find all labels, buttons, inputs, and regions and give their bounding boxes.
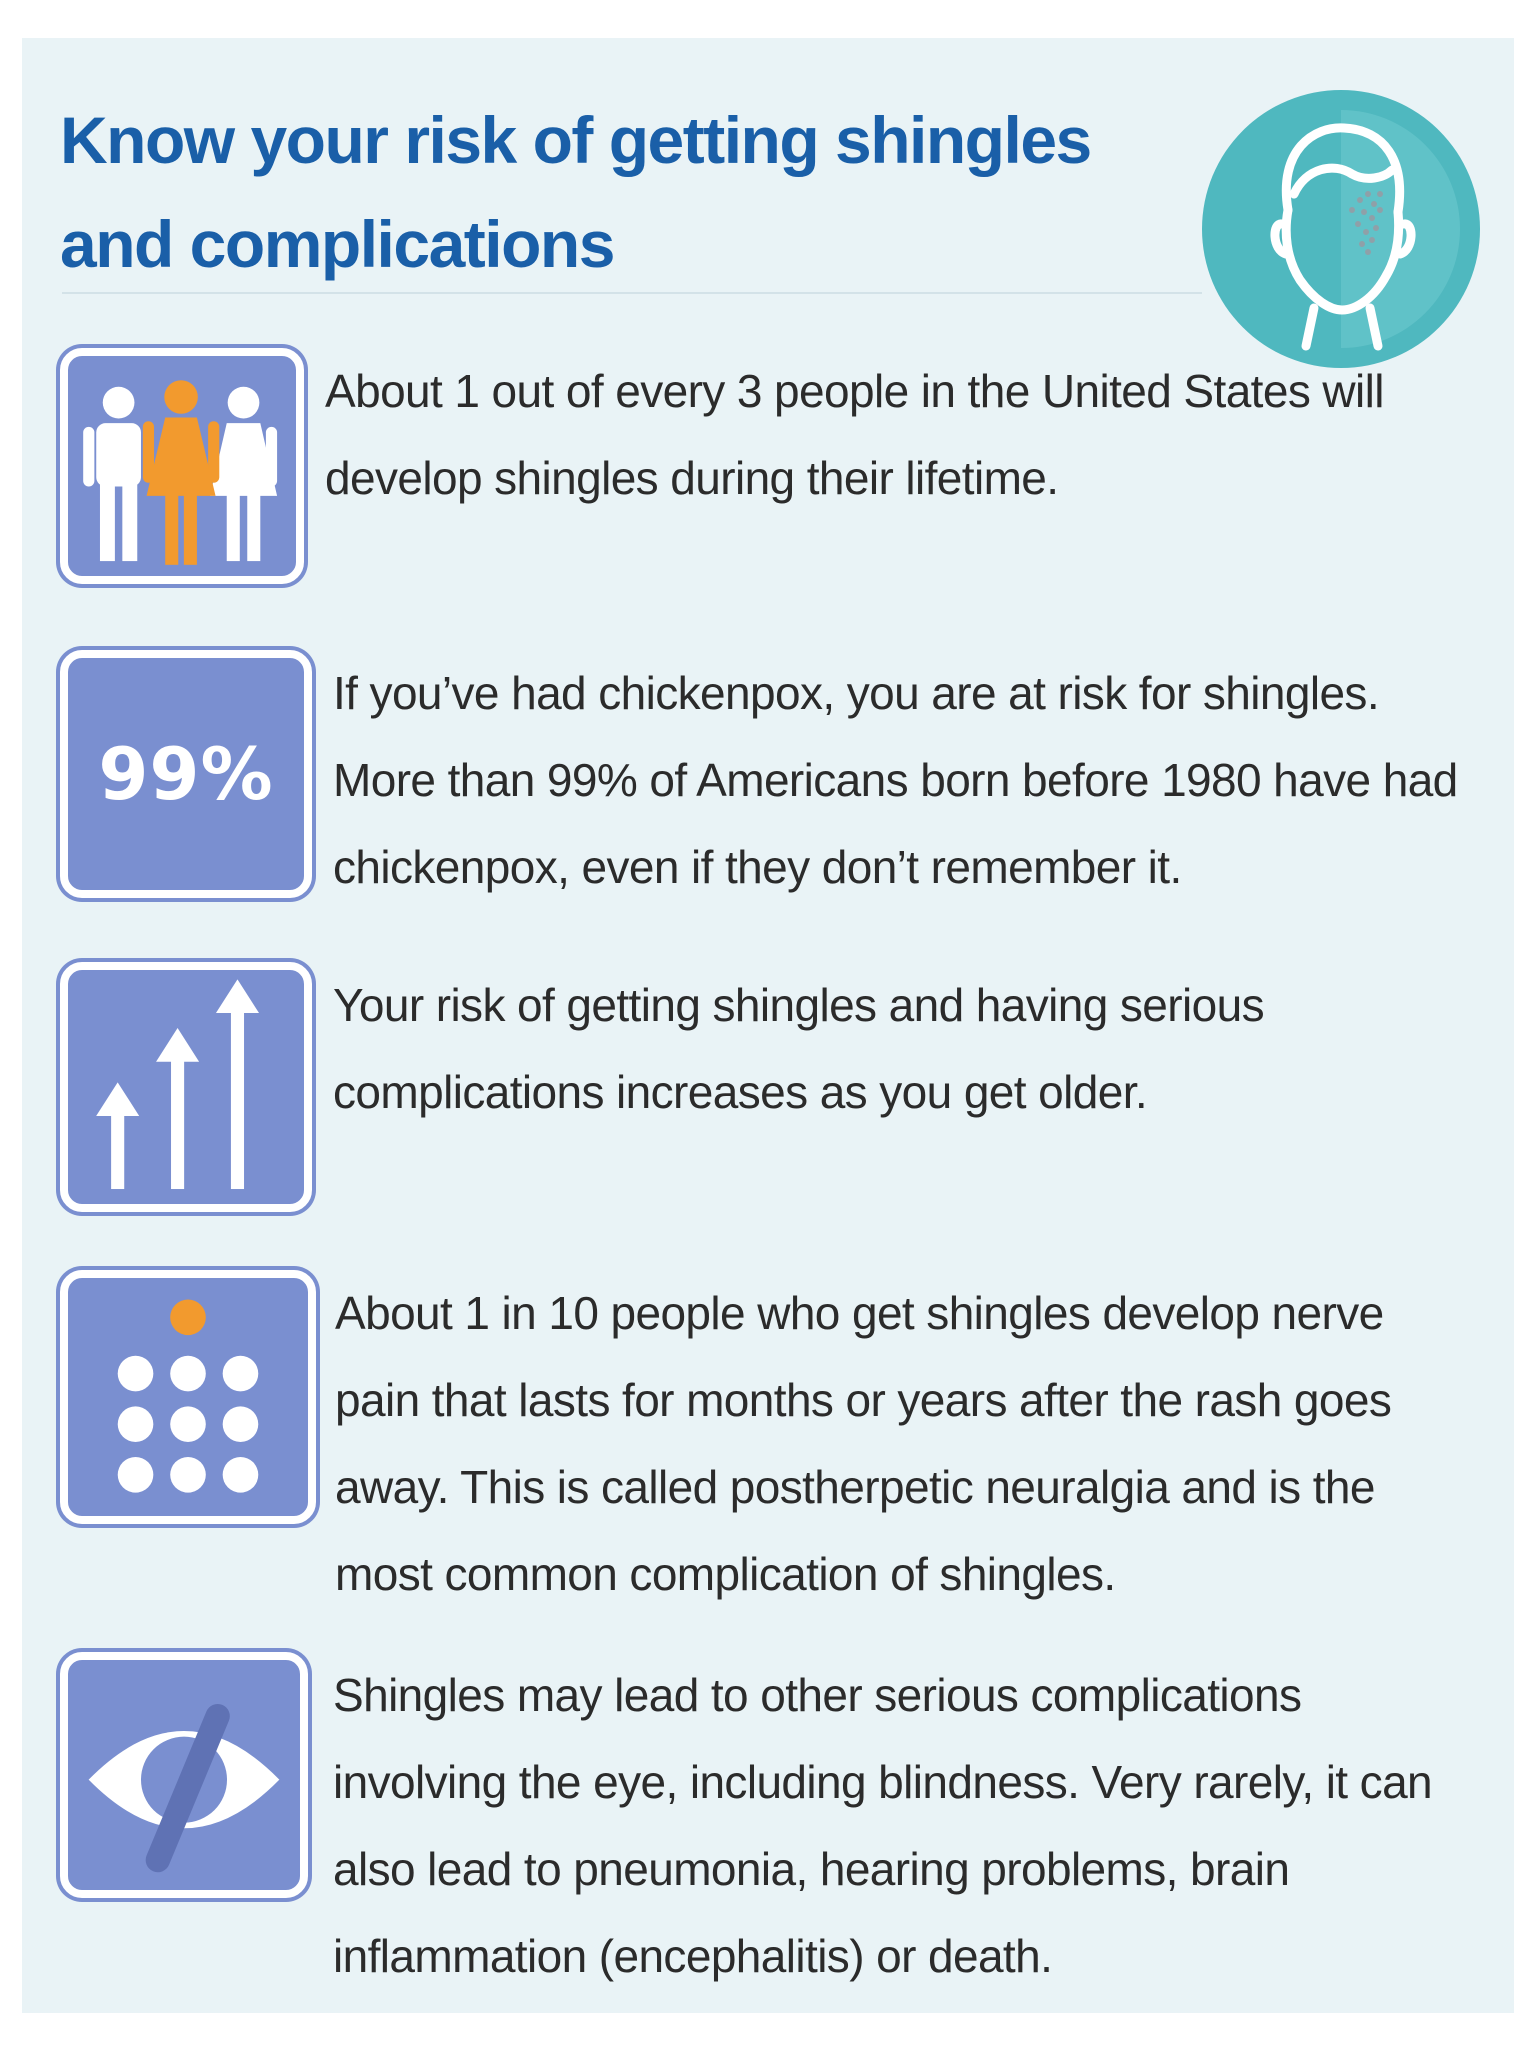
fact-2-text: If you’ve had chickenpox, you are at risk for shingles. More than 99% of Americans born before 1980 have had chickenpox, even if they don’t remember it. (333, 667, 1458, 893)
people-icon (60, 348, 304, 584)
eye-slash-icon (60, 1652, 308, 1898)
dot-grid-icon (60, 1270, 316, 1524)
percent-icon (60, 650, 312, 898)
rising-arrows-icon (60, 962, 312, 1212)
title-divider (62, 292, 1202, 294)
percent-icon-label: 99% (98, 732, 274, 816)
face-rash-icon (1202, 90, 1480, 368)
fact-1-text: About 1 out of every 3 people in the United States will develop shingles during their lifetime. (325, 365, 1384, 504)
fact-3-text: Your risk of getting shingles and having serious complications increases as you get older. (333, 979, 1264, 1118)
fact-4-text: About 1 in 10 people who get shingles develop nerve pain that lasts for months or years after the rash goes away. This is called postherpetic neuralgia and is the most common complication of shingles. (335, 1287, 1392, 1600)
infographic-panel (22, 38, 1514, 2013)
fact-5-text: Shingles may lead to other serious complications involving the eye, including blindness. Very rarely, it can also lead to pneumonia, hearing problems, brain inflammation (encephalitis) or death. (333, 1669, 1433, 1982)
page-title: Know your risk of getting shingles and complications (60, 103, 1091, 281)
